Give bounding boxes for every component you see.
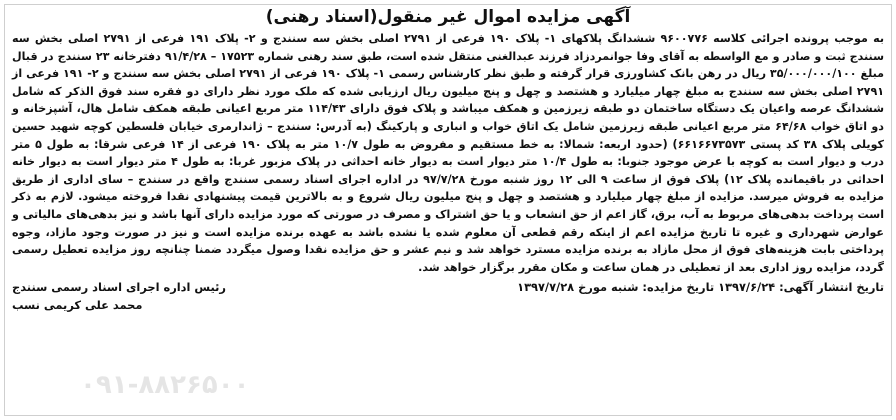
signer-title: رئیس اداره اجرای اسناد رسمی سنندج bbox=[12, 280, 226, 295]
signer-name: محمد علی کریمی نسب bbox=[12, 298, 143, 313]
phone-watermark: ۰۹۱-۸۸۲۶۵۰۰ bbox=[80, 370, 250, 400]
publication-dates: تاریخ انتشار آگهی: ۱۳۹۷/۶/۲۴ تاریخ مزایده: شنبه مورخ ۱۳۹۷/۷/۲۸ bbox=[517, 280, 884, 295]
notice-body: به موجب پرونده اجرائی کلاسه ۹۶۰۰۷۷۶ ششدانگ پلاکهای ۱- پلاک ۱۹۰ فرعی از ۲۷۹۱ اصلی بخش سه سنندج و ۲- پلاک ۱۹۱ فرعی از ۲۷۹۱ اصلی بخش سه سنندج ثبت و صادر و مع الواسطه به آقای وفا جوانمردزاد فرزند عبدالغنی منتقل شده است، طبق سند رهنی شماره ۱۷۵۲۳ – ۹۱/۴/۲۸ دفترخانه ۲۳ سنندج در قبال مبلغ ۳۵/۰۰۰/۰۰۰/۱۰۰ ریال در رهن بانک کشاورزی قرار گرفته و طبق نظر کارشناس رسمی ۱- پلاک ۱۹۰ فرعی از ۲۷۹۱ اصلی بخش سه سنندج و ۲- ۱۹۱ فرعی از ۲۷۹۱ اصلی بخش سه سنندج به مبلغ چهار میلیارد و هشتصد و چهل و پنج میلیون ریال ارزیابی شده که ملک مورد نظر دارای دو فقره سند فوق الذکر که شامل ششدانگ عرصه واعیان یک دستگاه ساختمان دو طبقه زیرزمین و همکف میباشد و پلاک فوق دارای ۱۱۴/۴۳ متر مربع اعیانی طبقه همکف شامل هال، آشپزخانه و دو اتاق خواب ۶۴/۶۸ متر مربع اعیانی طبقه زیرزمین شامل یک اتاق خواب و انباری و پارکینگ (به آدرس: سنندج – ژاندارمری خیابان فلسطین کوچه شهید حسین کویلی پلاک ۳۸ کد پستی ۶۶۱۶۶۷۳۵۷۳) (حدود اربعه: شمالا: به خط مستقیم و مفروض به طول ۱۰/۷ متر به پلاک ۱۹۰ فرعی از ۱۴ فرعی شرقا: به طول ۵ متر درب و دیوار است به کوچه با عرض موجود جنوبا: به طول ۱۰/۴ متر دیوار است به دیوار خانه احداثی در پلاک مزبور غربا: به طول ۴ متر دیوار است به دیوار خانه احداثی در باقیمانده پلاک ۱۲) پلاک فوق از ساعت ۹ الی ۱۲ روز شنبه مورخ ۹۷/۷/۲۸ در اداره اجرای اسناد رسمی سنندج واقع در سنندج – سای اداری از طریق مزایده به فروش میرسد. مزایده از مبلغ چهار میلیارد و هشتصد و چهل و پنج میلیون ریال شروع و به بالاترین قیمت پیشنهادی نقدا فروخته میشود. لازم به ذکر است پرداخت بدهی‌های مربوط به آب، برق، گاز اعم از حق انشعاب و یا حق اشتراک و مصرف در صورتی که مورد مزایده دارای آنها باشد و نیز بدهی‌های مالیاتی و عوارض شهرداری و غیره تا تاریخ مزایده اعم از اینکه رقم قطعی آن معلوم شده یا نشده باشد به عهده برنده مزایده است و نیز در صورت وجود مازاد، وجوه پرداختی بابت هزینه‌های فوق از محل مازاد به برنده مزایده مسترد خواهد شد و نیم عشر و حق مزایده نقدا وصول میگردد ضمنا چنانچه روز مزایده تعطیل رسمی گردد، مزایده روز اداری بعد از تعطیلی در همان ساعت و مکان مقرر برگزار خواهد شد. bbox=[12, 32, 884, 274]
notice-border bbox=[4, 4, 892, 416]
notice-title: آگهی مزایده اموال غیر منقول(اسناد رهنی) bbox=[265, 7, 631, 27]
